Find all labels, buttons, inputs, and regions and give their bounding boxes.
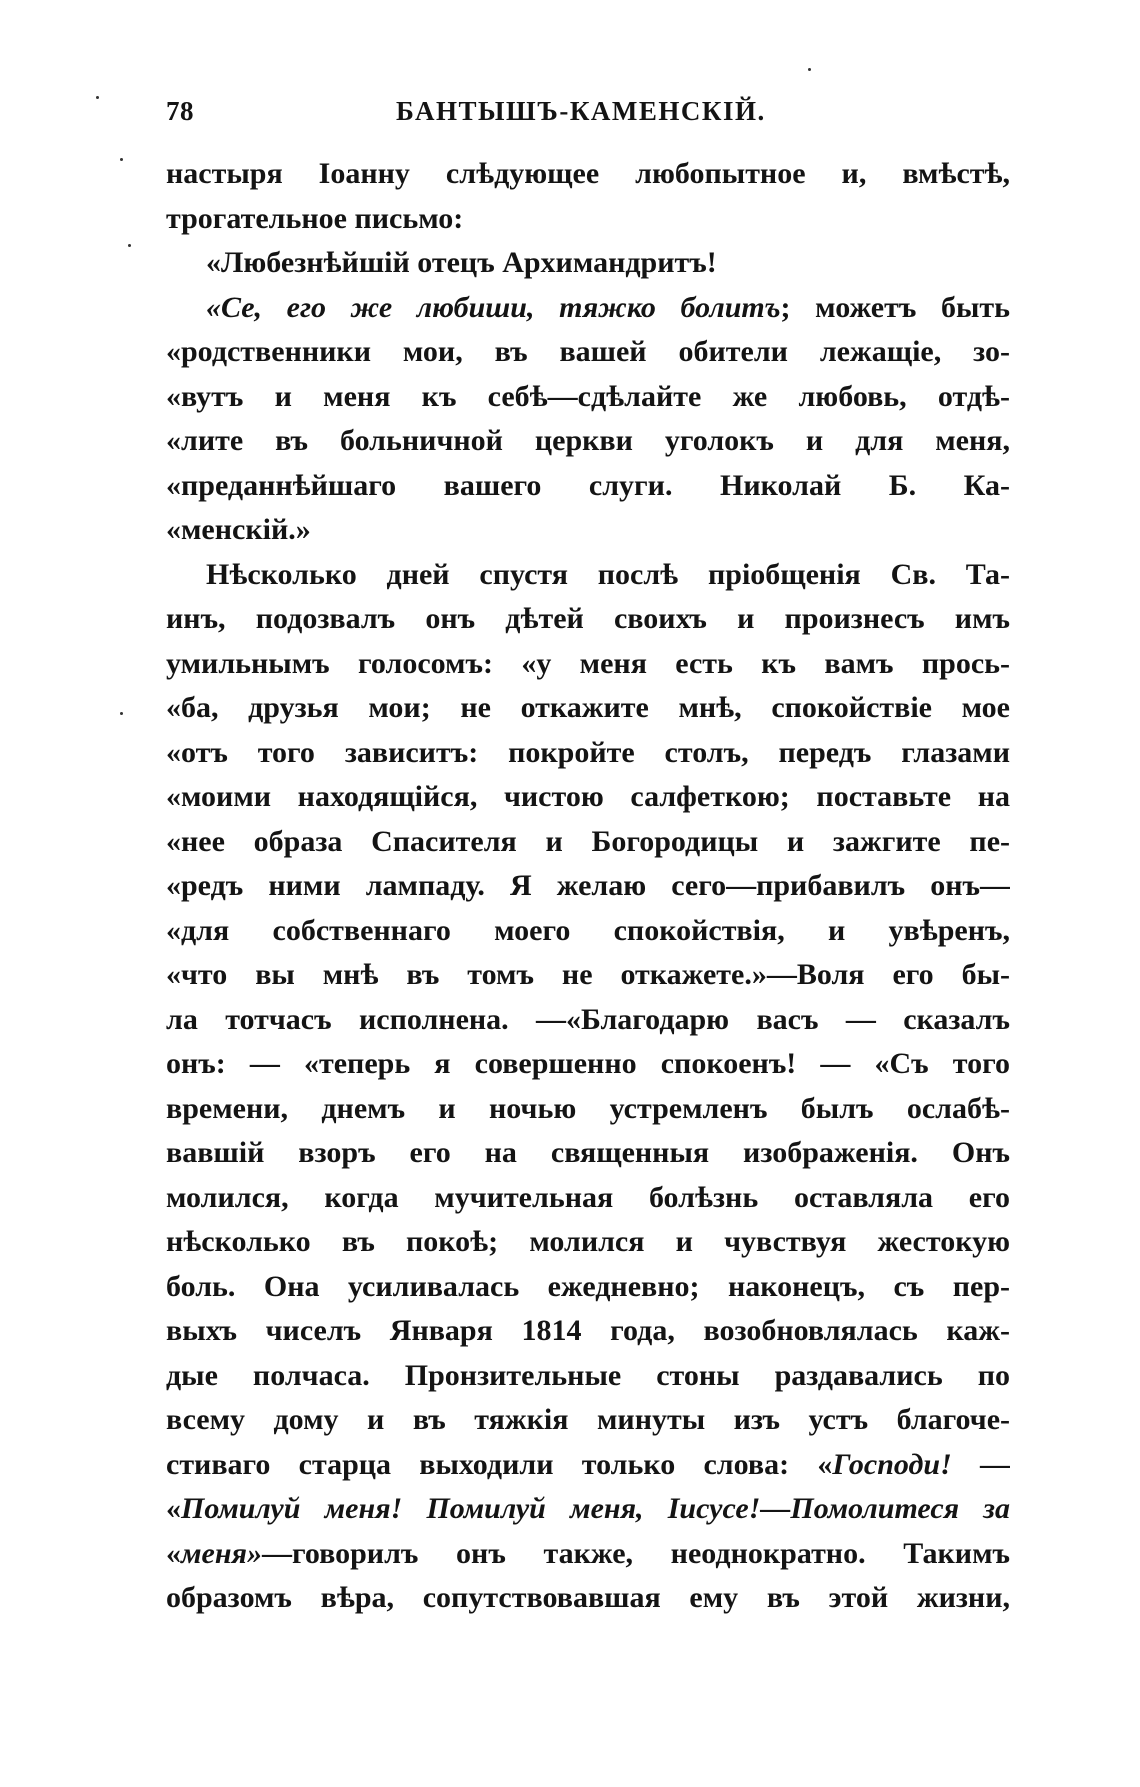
text-line: «редъ ними лампаду. Я желаю сего—прибавилъ онъ— (166, 869, 1010, 902)
text-fragment: — (951, 1447, 1010, 1481)
prayer-quote-end: меня» (181, 1536, 262, 1570)
text-line: трогательное письмо: (166, 201, 464, 235)
text-line: «что вы мнѣ въ томъ не откажете.»—Воля его бы- (166, 958, 1010, 991)
text-line: «ба, друзья мои; не откажите мнѣ, спокойствіе мое (166, 691, 1010, 724)
text-fragment: —говорилъ онъ также, неоднократно. Такимъ (261, 1536, 1010, 1570)
text-line: «родственники мои, въ вашей обители лежащіе, зо- (166, 335, 1010, 368)
running-title: БАНТЫШЪ-КАМЕНСКІЙ. (396, 96, 766, 126)
text-line: «преданнѣйшаго вашего слуги. Николай Б. Ка- (166, 468, 1010, 502)
text-line: образомъ вѣра, сопутствовавшая ему въ этой жизни, (166, 1581, 1010, 1614)
text-line (166, 286, 1010, 331)
text-fragment: « (166, 1536, 181, 1570)
text-line: онъ: — «теперь я совершенно спокоенъ! — «Съ того (166, 1047, 1010, 1080)
text-line: «вутъ и меня къ себѣ—сдѣлайте же любовь, отдѣ- (166, 379, 1010, 413)
page-number: 78 (166, 96, 194, 126)
text-line: «для собственнаго моего спокойствія, и увѣренъ, (166, 913, 1010, 947)
text-fragment: стиваго старца выходили только слова: « (166, 1447, 833, 1481)
text-line: молился, когда мучительная болѣзнь оставляла его (166, 1180, 1010, 1214)
text-fragment: ; можетъ быть (780, 290, 1010, 324)
text-line (166, 1487, 1010, 1532)
text-line: выхъ чиселъ Января 1814 года, возобновлялась каж- (166, 1314, 1010, 1347)
text-line: Нѣсколько дней спустя послѣ пріобщенія Св. Та- (206, 557, 1010, 591)
text-line: боль. Она усиливалась ежедневно; наконецъ, съ пер- (166, 1269, 1010, 1303)
scan-speck (120, 158, 123, 161)
text-line: умильнымъ голосомъ: «у меня есть къ вамъ прось- (166, 646, 1010, 680)
text-line: «моими находящійся, чистою салфеткою; поставьте на (166, 780, 1010, 813)
scan-speck (120, 712, 123, 715)
text-line: всему дому и въ тяжкія минуты изъ устъ благоче- (166, 1403, 1010, 1436)
text-line: вавшій взоръ его на священныя изображенія. Онъ (166, 1136, 1010, 1169)
text-line: нѣсколько въ покоѣ; молился и чувствуя жестокую (166, 1225, 1010, 1258)
page-header (166, 96, 1010, 136)
text-line: дые полчаса. Пронзительные стоны раздавались по (166, 1358, 1010, 1392)
text-line: настыря Іоанну слѣдующее любопытное и, вмѣстѣ, (166, 157, 1010, 190)
text-line (166, 1532, 1010, 1577)
text-line: времени, днемъ и ночью устремленъ былъ ослабѣ- (166, 1091, 1010, 1125)
text-line: «лите въ больничной церкви уголокъ и для меня, (166, 424, 1010, 457)
scan-speck (128, 244, 131, 247)
scan-speck (96, 96, 99, 99)
prayer-quote: Помилуй меня! Помилуй меня, Іисусе!—Помолитеся за (181, 1492, 1010, 1525)
text-line: инъ, подозвалъ онъ дѣтей своихъ и произнесъ имъ (166, 602, 1010, 635)
exclamation-quote: Господи! (832, 1447, 952, 1481)
text-line: «менскій.» (166, 513, 311, 546)
text-line: «нее образа Спасителя и Богородицы и зажгите пе- (166, 824, 1010, 858)
scan-speck (808, 68, 811, 71)
letter-salutation: «Любезнѣйшій отецъ Архимандритъ! (206, 246, 717, 279)
text-line (166, 1443, 1010, 1488)
text-line: ла тотчасъ исполнена. —«Благодарю васъ — сказалъ (166, 1002, 1010, 1036)
text-line: «отъ того зависитъ: покройте столъ, передъ глазами (166, 735, 1010, 769)
scripture-quote: «Се, его же любиши, тяжко болитъ (206, 290, 781, 324)
body-text (166, 152, 1010, 1621)
text-fragment: « (166, 1492, 181, 1525)
